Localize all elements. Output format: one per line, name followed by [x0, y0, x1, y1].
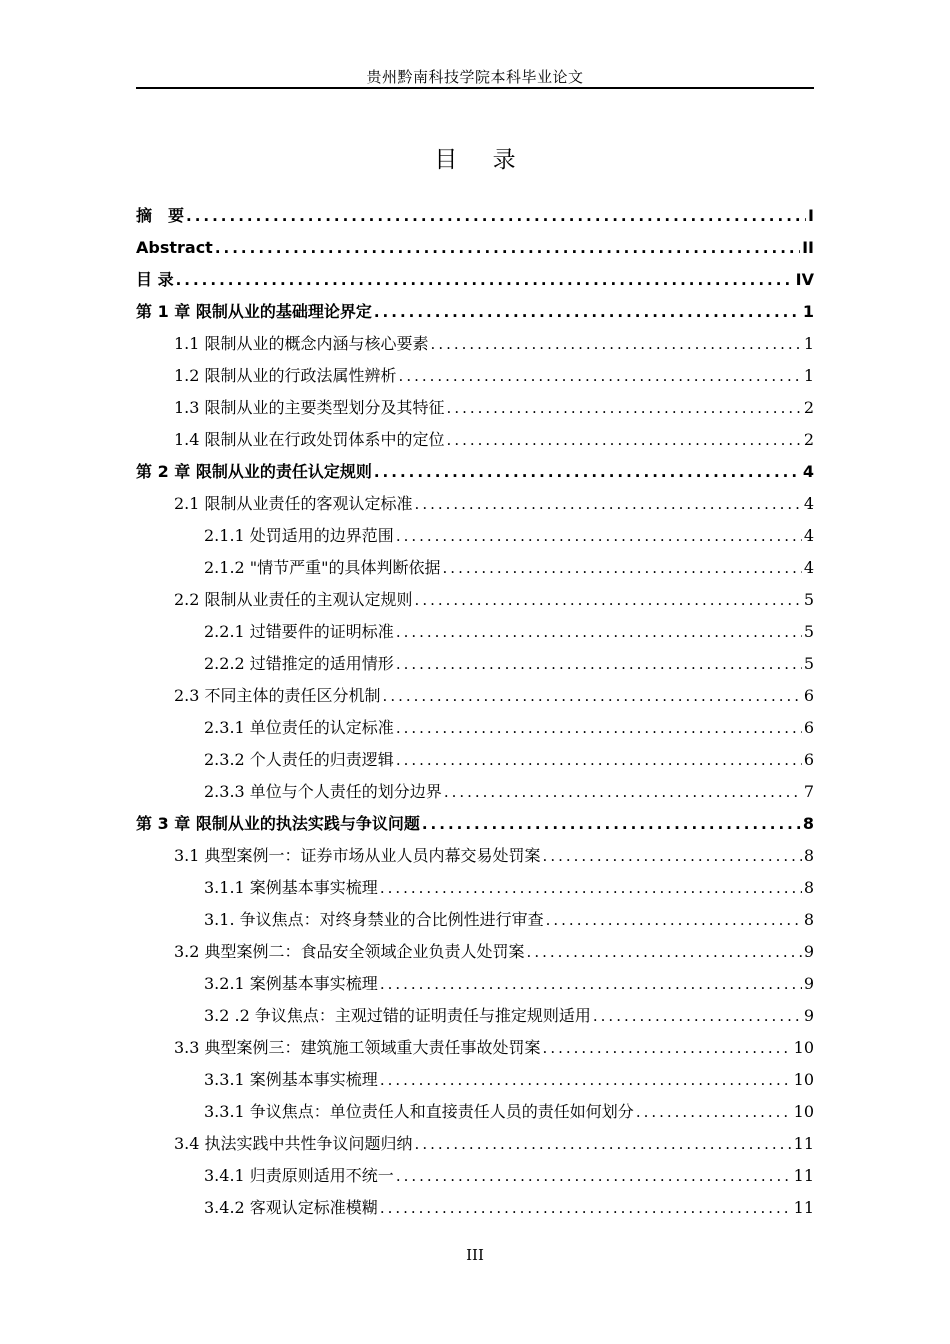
toc-entry-page: 2	[803, 398, 814, 417]
toc-entry-page: 5	[803, 622, 814, 641]
dot-leader	[415, 584, 802, 616]
running-header: 贵州黔南科技学院本科毕业论文	[366, 68, 584, 86]
toc-entry-page: 11	[793, 1198, 814, 1217]
toc-entry-page: 6	[803, 750, 814, 769]
dot-leader	[431, 328, 802, 360]
toc-entry[interactable]	[136, 744, 814, 776]
dot-leader	[422, 808, 801, 840]
toc-entry-label: 2.1.2 "情节严重"的具体判断依据	[204, 558, 441, 577]
dot-leader	[396, 712, 802, 744]
dot-leader	[399, 360, 802, 392]
toc-entry[interactable]	[136, 520, 814, 552]
dot-leader	[396, 1160, 792, 1192]
toc-entry-page: 10	[793, 1070, 814, 1089]
dot-leader	[380, 968, 802, 1000]
toc-entry[interactable]	[136, 1064, 814, 1096]
toc-entry[interactable]	[136, 296, 814, 328]
toc-entry[interactable]	[136, 264, 814, 296]
toc-entry-page: 4	[803, 558, 814, 577]
toc-entry-page: 6	[803, 686, 814, 705]
toc-entry-page: 1	[803, 366, 814, 385]
toc-entry[interactable]	[136, 840, 814, 872]
toc-entry[interactable]	[136, 1128, 814, 1160]
dot-leader	[444, 776, 802, 808]
toc-entry-page: 7	[803, 782, 814, 801]
dot-leader	[396, 616, 802, 648]
dot-leader	[543, 840, 802, 872]
toc-entry-page: 9	[803, 1006, 814, 1025]
dot-leader	[527, 936, 802, 968]
toc-entry[interactable]	[136, 616, 814, 648]
toc-entry-label: 2.3.2 个人责任的归责逻辑	[204, 750, 394, 769]
toc-entry[interactable]	[136, 872, 814, 904]
toc-entry[interactable]	[136, 648, 814, 680]
dot-leader	[543, 1032, 792, 1064]
toc-entry[interactable]	[136, 1096, 814, 1128]
toc-entry-label: 目 录	[136, 270, 174, 289]
toc-entry-label: 1.1 限制从业的概念内涵与核心要素	[174, 334, 429, 353]
toc-entry-page: 4	[803, 494, 814, 513]
toc-entry-label: 3.1.1 案例基本事实梳理	[204, 878, 378, 897]
toc-entry-label: Abstract	[136, 238, 213, 257]
toc-entry[interactable]	[136, 456, 814, 488]
toc-entry-label: 第 1 章 限制从业的基础理论界定	[136, 302, 372, 321]
toc-entry-page: 11	[793, 1166, 814, 1185]
toc-entry[interactable]	[136, 776, 814, 808]
toc-entry-label: 3.3 典型案例三：建筑施工领域重大责任事故处罚案	[174, 1038, 541, 1057]
toc-entry-label: 3.2 典型案例二：食品安全领域企业负责人处罚案	[174, 942, 525, 961]
dot-leader	[396, 744, 802, 776]
toc-entry[interactable]	[136, 808, 814, 840]
toc-entry[interactable]	[136, 1192, 814, 1224]
dot-leader	[186, 200, 806, 232]
toc-entry-label: 2.2.2 过错推定的适用情形	[204, 654, 394, 673]
toc-entry[interactable]	[136, 232, 814, 264]
dot-leader	[415, 1128, 792, 1160]
toc-entry[interactable]	[136, 360, 814, 392]
toc-entry[interactable]	[136, 200, 814, 232]
toc-entry-label: 1.4 限制从业在行政处罚体系中的定位	[174, 430, 445, 449]
dot-leader	[443, 552, 802, 584]
toc-entry-page: 4	[803, 526, 814, 545]
toc-entry-label: 3.1. 争议焦点：对终身禁业的合比例性进行审查	[204, 910, 544, 929]
toc-entry-page: IV	[795, 270, 814, 289]
toc-entry[interactable]	[136, 488, 814, 520]
dot-leader	[546, 904, 802, 936]
dot-leader	[447, 424, 802, 456]
dot-leader	[396, 520, 802, 552]
toc-entry-label: 3.3.1 案例基本事实梳理	[204, 1070, 378, 1089]
toc-entry-page: 9	[803, 974, 814, 993]
toc-entry[interactable]	[136, 712, 814, 744]
toc-entry-page: 8	[803, 910, 814, 929]
toc-entry-page: 4	[802, 462, 814, 481]
toc-entry-label: 3.2 .2 争议焦点：主观过错的证明责任与推定规则适用	[204, 1006, 591, 1025]
toc-entry-page: 9	[803, 942, 814, 961]
toc-entry[interactable]	[136, 936, 814, 968]
toc-entry-label: 1.2 限制从业的行政法属性辨析	[174, 366, 397, 385]
toc-entry-page: 2	[803, 430, 814, 449]
toc-entry-label: 3.2.1 案例基本事实梳理	[204, 974, 378, 993]
dot-leader	[215, 232, 800, 264]
dot-leader	[593, 1000, 802, 1032]
page-number: III	[466, 1246, 484, 1264]
toc-entry[interactable]	[136, 968, 814, 1000]
toc-entry-page: 5	[803, 590, 814, 609]
dot-leader	[396, 648, 802, 680]
toc-entry-label: 2.3.1 单位责任的认定标准	[204, 718, 394, 737]
dot-leader	[383, 680, 802, 712]
toc-entry-label: 3.1 典型案例一：证券市场从业人员内幕交易处罚案	[174, 846, 541, 865]
toc-entry-page: 8	[803, 878, 814, 897]
toc-entry-label: 3.4.1 归责原则适用不统一	[204, 1166, 394, 1185]
toc-entry-page: 1	[802, 302, 814, 321]
toc-entry-page: 11	[793, 1134, 814, 1153]
dot-leader	[447, 392, 802, 424]
toc-heading: 目 录	[434, 147, 530, 173]
header-divider	[136, 87, 814, 89]
toc-entry[interactable]	[136, 680, 814, 712]
toc-entry-label: 2.2 限制从业责任的主观认定规则	[174, 590, 413, 609]
toc-entry[interactable]	[136, 904, 814, 936]
toc-entry-page: 6	[803, 718, 814, 737]
toc-entry-label: 2.1.1 处罚适用的边界范围	[204, 526, 394, 545]
toc-entry[interactable]	[136, 328, 814, 360]
toc-entry-label: 3.4.2 客观认定标准模糊	[204, 1198, 378, 1217]
dot-leader	[636, 1096, 792, 1128]
toc-entry-page: 1	[803, 334, 814, 353]
toc-entry-label: 第 2 章 限制从业的责任认定规则	[136, 462, 372, 481]
toc-entry[interactable]	[136, 392, 814, 424]
toc-entry-label: 3.3.1 争议焦点：单位责任人和直接责任人员的责任如何划分	[204, 1102, 634, 1121]
toc-entry-label: 2.3 不同主体的责任区分机制	[174, 686, 381, 705]
toc-entry[interactable]	[136, 1032, 814, 1064]
toc-entry-label: 2.1 限制从业责任的客观认定标准	[174, 494, 413, 513]
toc-entry-page: II	[802, 238, 814, 257]
toc-entry-page: I	[808, 206, 814, 225]
dot-leader	[380, 1192, 792, 1224]
toc-entry-label: 摘 要	[136, 206, 185, 225]
toc-entry-page: 10	[793, 1038, 814, 1057]
toc-entry[interactable]	[136, 584, 814, 616]
toc-entry-page: 8	[802, 814, 814, 833]
toc-entry[interactable]	[136, 424, 814, 456]
toc-entry[interactable]	[136, 552, 814, 584]
toc-entry-label: 1.3 限制从业的主要类型划分及其特征	[174, 398, 445, 417]
dot-leader	[374, 296, 801, 328]
toc-entry-label: 第 3 章 限制从业的执法实践与争议问题	[136, 814, 420, 833]
dot-leader	[374, 456, 801, 488]
dot-leader	[176, 264, 794, 296]
toc-entry[interactable]	[136, 1000, 814, 1032]
dot-leader	[380, 872, 802, 904]
toc-entry-page: 10	[793, 1102, 814, 1121]
table-of-contents	[136, 200, 814, 1224]
toc-entry-label: 2.2.1 过错要件的证明标准	[204, 622, 394, 641]
toc-entry-page: 5	[803, 654, 814, 673]
dot-leader	[415, 488, 802, 520]
toc-entry-label: 2.3.3 单位与个人责任的划分边界	[204, 782, 442, 801]
toc-entry[interactable]	[136, 1160, 814, 1192]
dot-leader	[380, 1064, 792, 1096]
toc-entry-label: 3.4 执法实践中共性争议问题归纳	[174, 1134, 413, 1153]
toc-entry-page: 8	[803, 846, 814, 865]
